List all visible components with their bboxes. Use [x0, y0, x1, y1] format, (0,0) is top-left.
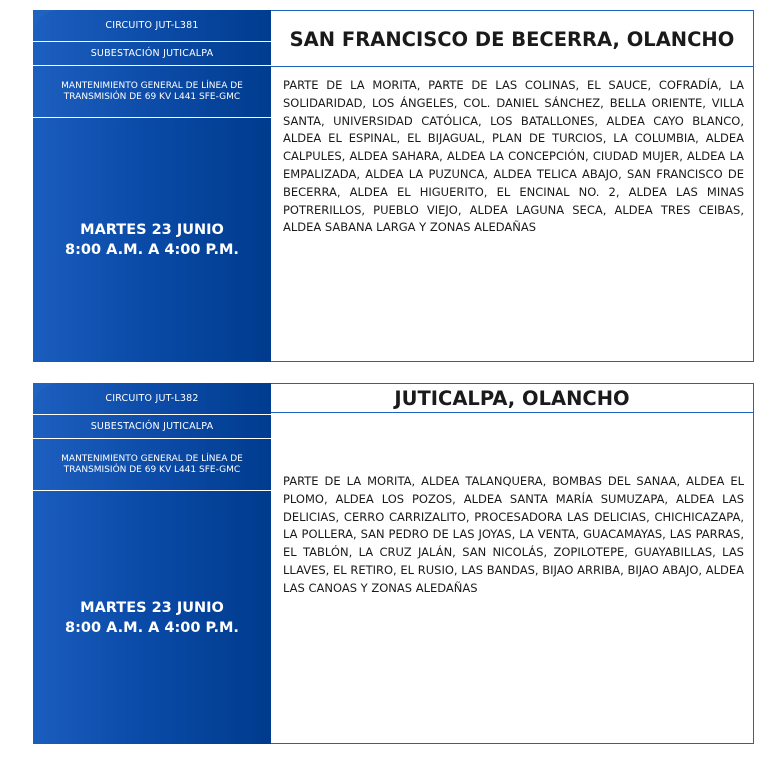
location-title: JUTICALPA, OLANCHO — [271, 384, 753, 413]
maintenance-description: MANTENIMIENTO GENERAL DE LÍNEA DE TRANSMISIÓN DE 69 KV L441 SFE-GMC — [33, 66, 271, 118]
card-info-panel — [33, 10, 271, 362]
schedule — [33, 491, 271, 744]
card-content-panel — [271, 10, 754, 362]
circuit-label: CIRCUITO JUT-L382 — [33, 383, 271, 415]
schedule-time: 8:00 A.M. A 4:00 P.M. — [65, 242, 239, 258]
schedule-time: 8:00 A.M. A 4:00 P.M. — [65, 619, 239, 636]
circuit-label: CIRCUITO JUT-L381 — [33, 10, 271, 42]
card-info-panel — [33, 383, 271, 744]
schedule-date: MARTES 23 JUNIO — [80, 599, 224, 616]
outage-card-1 — [33, 10, 754, 362]
card-content-panel — [271, 383, 754, 744]
substation-label: SUBESTACIÓN JUTICALPA — [33, 415, 271, 439]
maintenance-description: MANTENIMIENTO GENERAL DE LÍNEA DE TRANSMISIÓN DE 69 KV L441 SFE-GMC — [33, 439, 271, 491]
substation-label: SUBESTACIÓN JUTICALPA — [33, 42, 271, 66]
schedule — [33, 118, 271, 362]
affected-areas: PARTE DE LA MORITA, ALDEA TALANQUERA, BOMBAS DEL SANAA, ALDEA EL PLOMO, ALDEA LOS POZOS, ALDEA SANTA MARÍA SUMUZAPA, ALDEA LAS DELICIAS, CERRO CARRIZALITO, PROCESADORA LAS DELICIAS, CHICHICAZAPA, LA POLLERA, SAN PEDRO DE LAS JOYAS, LA VENTA, GUACAMAYAS, LAS PARRAS, EL TABLÓN, LA CRUZ JALÁN, SAN NICOLÁS, ZOPILOTEPE, GUAYABILLAS, LAS LLAVES, EL RETIRO, EL RUSIO, LAS BANDAS, BIJAO ARRIBA, BIJAO ABAJO, ALDEA LAS CANOAS Y ZONAS ALEDAÑAS — [283, 474, 744, 595]
schedule-date: MARTES 23 JUNIO — [80, 222, 224, 238]
outage-card-2 — [33, 383, 754, 744]
location-title: SAN FRANCISCO DE BECERRA, OLANCHO — [271, 11, 753, 67]
affected-areas: PARTE DE LA MORITA, PARTE DE LAS COLINAS, EL SAUCE, COFRADÍA, LA SOLIDARIDAD, LOS ÁNGELES, COL. DANIEL SÁNCHEZ, BELLA ORIENTE, VILLA SANTA, UNIVERSIDAD CATÓLICA, LOS BATALLONES, ALDEA CAYO BLANCO, ALDEA EL ESPINAL, EL BIJAGUAL, PLAN DE TURCIOS, LA COLUMBIA, ALDEA CALPULES, ALDEA SAHARA, ALDEA LA CONCEPCIÓN, CIUDAD MUJER, ALDEA LA EMPALIZADA, ALDEA LA PUZUNCA, ALDEA TELICA ABAJO, SAN FRANCISCO DE BECERRA, ALDEA EL HIGUERITO, EL ENCINAL NO. 2, ALDEA LAS MINAS POTRERILLOS, PUEBLO VIEJO, ALDEA LAGUNA SECA, ALDEA TRES CEIBAS, ALDEA SABANA LARGA Y ZONAS ALEDAÑAS — [283, 78, 744, 235]
